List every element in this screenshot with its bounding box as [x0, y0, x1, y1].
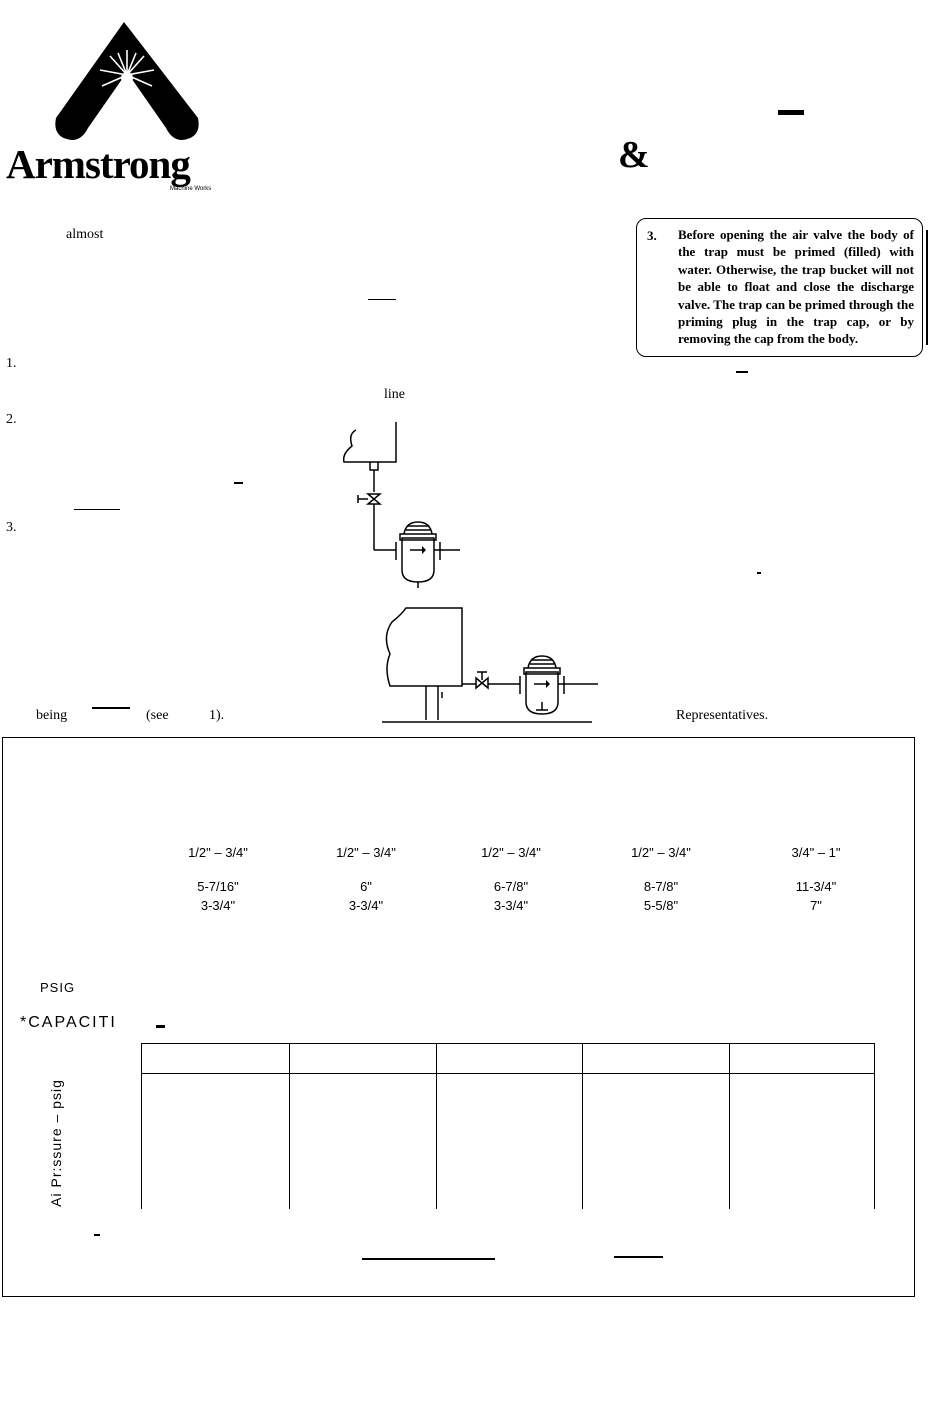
- speck: [757, 572, 761, 574]
- table-column-rule: [289, 1043, 290, 1209]
- connection-size-1: 1/2" – 3/4": [188, 845, 248, 860]
- small-dash: [234, 482, 243, 484]
- list-number-3: 3.: [6, 520, 17, 535]
- logo-wordmark: Armstrong: [6, 141, 190, 187]
- table-header-rule: [141, 1073, 875, 1074]
- diameter-3: 3-3/4": [493, 898, 529, 913]
- trap-installation-diagram: [330, 410, 605, 728]
- table-column-rule: [729, 1043, 730, 1209]
- note-number: 3.: [647, 228, 657, 243]
- diameter-1: 3-3/4": [200, 898, 236, 913]
- capacity-table: [141, 1043, 875, 1209]
- connection-size-4: 1/2" – 3/4": [631, 845, 691, 860]
- text-almost: almost: [66, 227, 104, 242]
- height-4: 8-7/8": [643, 879, 679, 894]
- list-number-2: 2.: [6, 412, 17, 427]
- title-dash: [778, 110, 804, 115]
- connection-size-2: 1/2" – 3/4": [336, 845, 396, 860]
- table-column-rule: [874, 1043, 875, 1209]
- connection-size-3: 1/2" – 3/4": [481, 845, 541, 860]
- underline-rule: [74, 509, 120, 510]
- underline-rule: [614, 1256, 663, 1258]
- figure-reference: 1).: [209, 708, 225, 723]
- table-column-rule: [582, 1043, 583, 1209]
- table-column-rule: [436, 1043, 437, 1209]
- height-3: 6-7/8": [493, 879, 529, 894]
- height-5: 11-3/4": [795, 879, 837, 894]
- small-dash: [94, 1234, 100, 1236]
- table-top-rule: [141, 1043, 875, 1044]
- capacities-dash: [156, 1025, 165, 1028]
- text-being: being: [36, 708, 68, 723]
- note-text: Before opening the air valve the body of the trap must be primed (filled) with water. Otherwise, the trap bucket will not be able to float and close the discharge valve. The trap can be primed through the priming plug in the trap cap, or by removing the cap from the body.: [678, 227, 914, 347]
- note-side-rule: [926, 230, 928, 345]
- text-representatives: Representatives.: [676, 708, 769, 723]
- list-number-1: 1.: [6, 356, 17, 371]
- capacities-label: *CAPACITI: [20, 1014, 117, 1031]
- underline-rule: [362, 1258, 495, 1260]
- connection-size-5: 3/4" – 1": [791, 845, 841, 860]
- diameter-4: 5-5/8": [643, 898, 679, 913]
- title-ampersand: &: [618, 134, 650, 176]
- underline-rule: [92, 707, 130, 709]
- small-dash: [736, 371, 748, 373]
- armstrong-logo-icon: [52, 20, 202, 142]
- underline-rule: [368, 299, 396, 300]
- height-1: 5-7/16": [197, 879, 239, 894]
- figure-line-label: line: [384, 387, 405, 402]
- psig-label: PSIG: [40, 980, 76, 995]
- pressure-axis-label: Ai Pr:ssure – psig: [48, 1079, 64, 1207]
- text-see: (see: [146, 708, 169, 723]
- specification-box: [2, 737, 915, 1297]
- logo-tagline: Machine Works: [170, 186, 212, 192]
- diameter-2: 3-3/4": [348, 898, 384, 913]
- diameter-5: 7": [810, 898, 822, 913]
- height-2: 6": [360, 879, 372, 894]
- table-column-rule: [141, 1043, 142, 1209]
